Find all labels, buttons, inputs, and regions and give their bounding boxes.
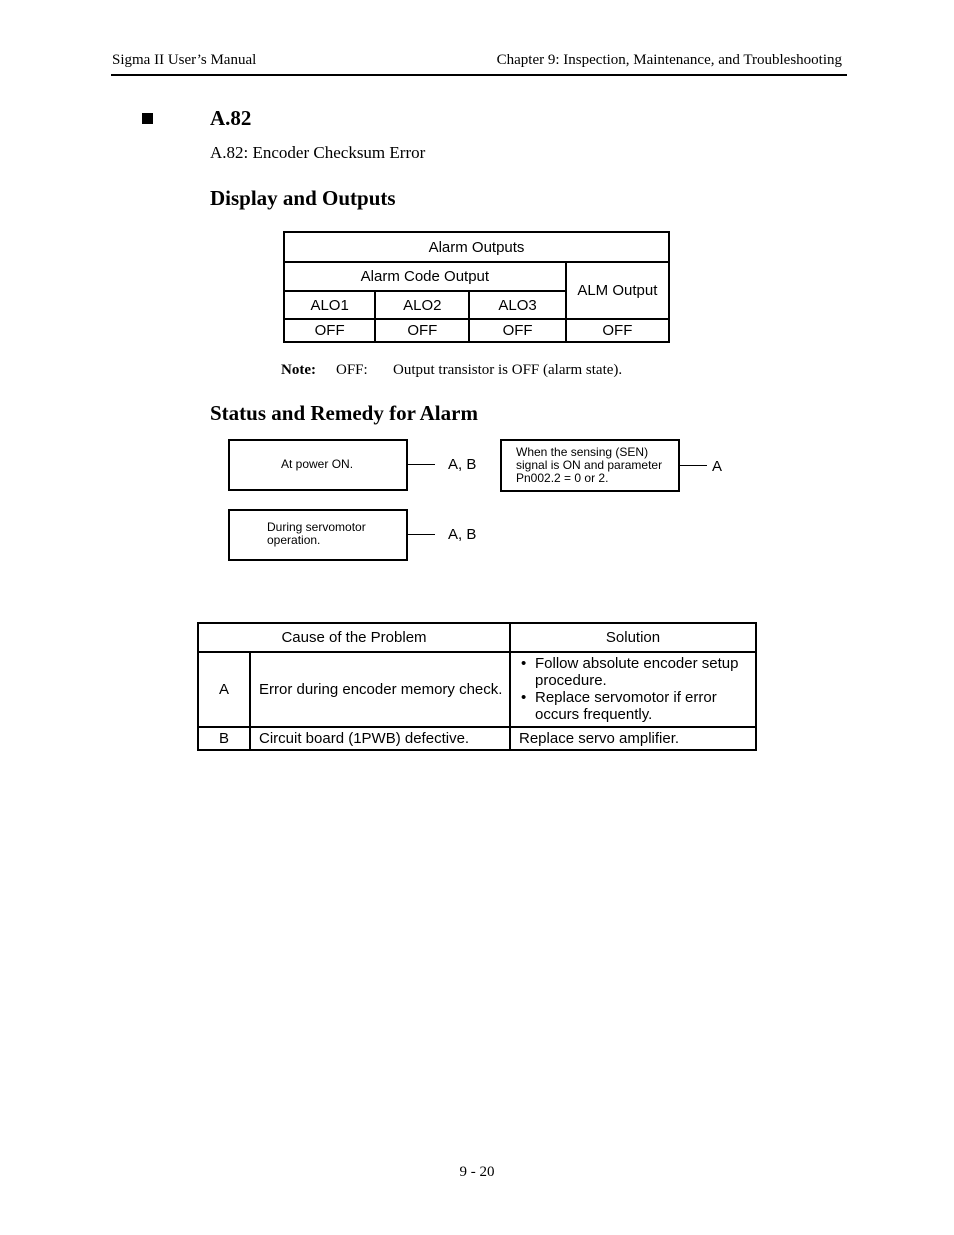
alo2-value: OFF [375,319,469,342]
alarm-code-output-header: Alarm Code Output [284,262,566,291]
solution-header: Solution [510,623,756,652]
solution-item: • Follow absolute encoder setup procedure. [519,655,755,689]
note-label: Note: [281,362,316,378]
section-heading-display-outputs: Display and Outputs [210,186,396,210]
square-bullet-icon [142,113,153,124]
cause-header: Cause of the Problem [198,623,510,652]
cause-text: Error during encoder memory check. [250,652,510,727]
solution-item: • Replace servomotor if error occurs frequently. [519,689,755,723]
alarm-code-title: A.82 [210,106,252,130]
table-row [198,727,756,750]
alo1-header: ALO1 [284,291,375,319]
header-rule [111,74,847,76]
condition-result-power-on: A, B [448,456,477,473]
page-number: 9 - 20 [459,1164,495,1180]
condition-box-power-on [228,439,408,491]
condition-text: When the sensing (SEN) [516,445,649,459]
alarm-outputs-header: Alarm Outputs [284,232,669,262]
cause-solution-table [197,622,757,751]
note-key: OFF: [336,362,368,378]
condition-result-sen-signal: A [712,458,723,475]
alo3-header: ALO3 [469,291,565,319]
running-header-title: Sigma II User’s Manual [112,52,257,68]
cause-id: A [198,652,250,727]
alm-output-header: ALM Output [566,262,669,319]
alm-output-value: OFF [566,319,669,342]
cause-text: Circuit board (1PWB) defective. [250,727,510,750]
condition-box-servomotor-operation [228,509,408,561]
alo3-value: OFF [469,319,565,342]
section-heading-status-remedy: Status and Remedy for Alarm [210,401,478,425]
solution-text: Replace servo amplifier. [510,727,756,750]
connector-line [408,534,435,535]
condition-text: During servomotor [267,520,366,534]
condition-text: operation. [267,533,321,547]
note-text: Output transistor is OFF (alarm state). [393,362,623,378]
cause-id: B [198,727,250,750]
connector-line [680,465,707,466]
alarm-outputs-table [283,231,670,343]
condition-text: At power ON. [281,457,354,471]
connector-line [408,464,435,465]
table-row [198,652,756,727]
condition-result-servomotor-operation: A, B [448,526,477,543]
alo2-header: ALO2 [375,291,469,319]
alo1-value: OFF [284,319,375,342]
condition-text: Pn002.2 = 0 or 2. [516,471,609,485]
condition-box-sen-signal [500,439,680,492]
running-header-chapter: Chapter 9: Inspection, Maintenance, and Troubleshooting [496,52,842,68]
alarm-description: A.82: Encoder Checksum Error [210,143,426,162]
solution-cell [510,652,756,727]
condition-text: signal is ON and parameter [516,458,663,472]
